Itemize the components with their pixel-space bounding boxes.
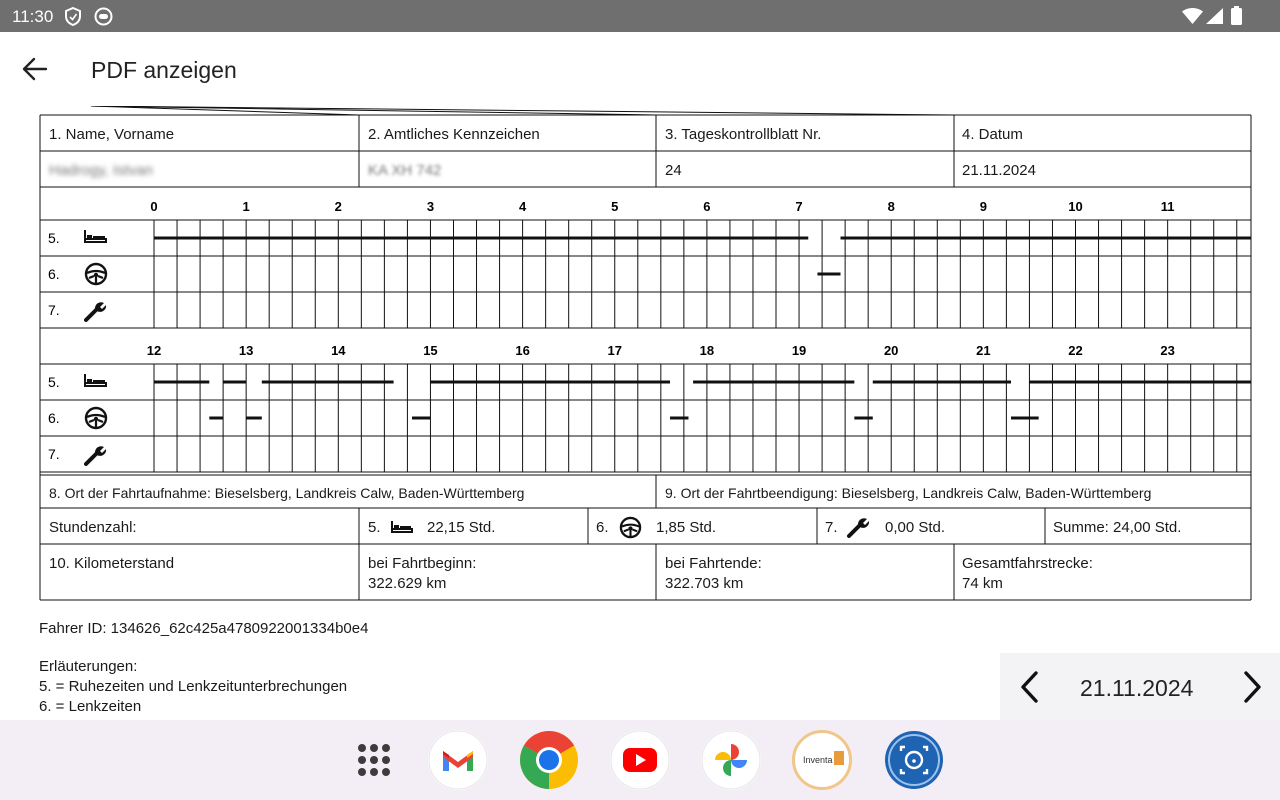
bed-icon [85,230,106,243]
hour-label: 23 [1160,343,1175,358]
value-plate-text: KA XH 742 [368,162,442,179]
hour-label: 0 [150,199,158,214]
total-hours: Summe: 24,00 Std. [1053,519,1182,536]
inventa-icon[interactable] [792,730,852,790]
wrench-icon [846,515,870,539]
rest-number: 5. [368,519,381,536]
wrench-icon [86,302,106,320]
hour-label: 14 [331,343,346,358]
hour-label: 4 [518,199,527,214]
hour-label: 5 [611,199,619,214]
km-start-label: bei Fahrtbeginn: [368,555,477,572]
value-date: 21.11.2024 [962,162,1036,179]
km-total: 74 km [962,575,1003,592]
gmail-icon[interactable] [428,730,488,790]
notification-app-icon [94,7,113,26]
youtube-icon[interactable] [610,730,670,790]
wrench-icon [86,446,106,464]
hour-label: 16 [515,343,530,358]
back-arrow-icon[interactable] [20,54,50,84]
km-end-label: bei Fahrtende: [665,555,762,572]
hour-label: 2 [334,199,342,214]
driver-app-icon[interactable] [884,730,944,790]
hour-label: 13 [238,343,254,358]
status-bar [0,0,1280,32]
work-number: 7. [825,519,838,536]
hour-label: 6 [703,199,711,214]
km-start: 322.629 km [368,575,447,592]
taskbar-dock [0,720,1280,800]
app-bar [0,32,1280,106]
value-sheet-number: 24 [665,162,682,179]
row-number: 7. [48,446,60,462]
row-number: 6. [48,266,60,282]
km-label: 10. Kilometerstand [49,555,175,572]
hour-label: 8 [887,199,895,214]
value-plate [368,162,441,179]
google-photos-icon[interactable] [701,730,761,790]
inventa-label: Inventa [803,755,833,765]
hour-label: 20 [883,343,899,358]
row-number: 5. [48,230,60,246]
steering-wheel-icon [86,408,106,428]
bed-icon [85,374,106,387]
hour-label: 12 [146,343,162,358]
hour-label: 21 [976,343,991,358]
hours-label: Stundenzahl: [49,519,137,536]
pdf-viewer[interactable] [10,106,1270,720]
end-location: 9. Ort der Fahrtbeendigung: Bieselsberg, Landkreis Calw, Baden-Württemberg [665,485,1152,501]
shield-icon [64,7,82,26]
driver-id: Fahrer ID: 134626_62c425a4780922001334b0e4 [39,620,369,637]
km-total-label: Gesamtfahrstrecke: [962,555,1093,572]
hour-label: 3 [426,199,435,214]
next-day-button[interactable] [1234,668,1270,706]
hour-label: 1 [242,199,250,214]
hour-label: 9 [979,199,987,214]
start-location: 8. Ort der Fahrtaufnahme: Bieselsberg, Landkreis Calw, Baden-Württemberg [49,485,525,501]
driving-number: 6. [596,519,609,536]
page-title: PDF anzeigen [91,57,237,83]
value-name: Hadrogy, Istvan [49,162,153,179]
work-hours: 0,00 Std. [885,519,946,536]
current-date: 21.11.2024 [1080,675,1194,701]
km-end: 322.703 km [665,575,744,592]
rest-hours: 22,15 Std. [427,519,496,536]
previous-day-button[interactable] [1012,668,1048,706]
battery-icon [1231,6,1242,25]
row-number: 5. [48,374,60,390]
legend-item: 6. = Lenkzeiten [39,698,142,715]
driving-hours: 1,85 Std. [656,519,717,536]
hour-label: 10 [1068,199,1083,214]
header-sheet-number: 3. Tageskontrollblatt Nr. [665,126,822,143]
legend-item: 5. = Ruhezeiten und Lenkzeitunterbrechungen [39,678,348,695]
steering-wheel-icon [86,264,106,284]
app-drawer-icon[interactable] [344,730,404,790]
wifi-icon [1182,8,1203,24]
signal-icon [1206,8,1223,24]
header-date: 4. Datum [962,126,1023,143]
hour-label: 17 [607,343,622,358]
row-number: 7. [48,302,60,318]
status-time: 11:30 [12,7,54,26]
hour-label: 22 [1068,343,1083,358]
chrome-icon[interactable] [519,730,579,790]
steering-wheel-icon [619,516,642,539]
hour-label: 11 [1160,199,1175,214]
tageskontrollblatt-document [10,106,1270,720]
hour-label: 7 [795,199,803,214]
header-plate: 2. Amtliches Kennzeichen [368,126,540,143]
hour-label: 19 [791,343,807,358]
bed-icon [391,520,413,534]
hour-label: 15 [423,343,438,358]
inventa-mark-icon [834,751,844,765]
hour-label: 18 [699,343,715,358]
legend-title: Erläuterungen: [39,658,138,675]
header-name: 1. Name, Vorname [49,126,175,143]
row-number: 6. [48,410,60,426]
date-navigation [1000,653,1280,720]
